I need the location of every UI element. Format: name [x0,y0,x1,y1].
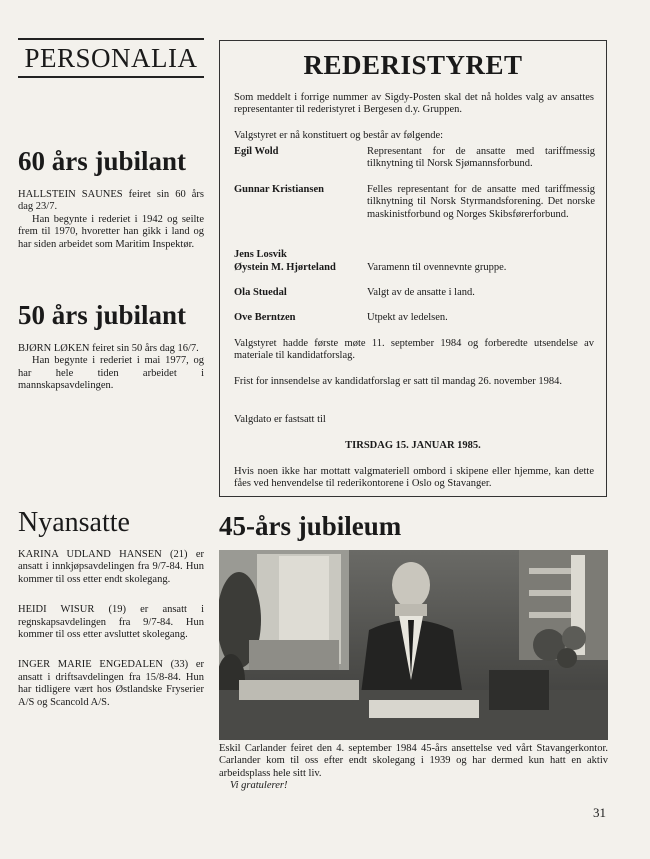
rederistyret-meeting: Valgstyret hadde første møte 11. september 1984 og forberedte utsendelse av materiale til kandidatforslag. [234,338,594,362]
nyansatte-title: Nyansatte [18,507,130,538]
jubilant-50-section [18,300,204,393]
jubilant-60-title: 60 års jubilant [18,146,187,176]
nyansatt-heidi: HEIDI WISUR (19) er ansatt i regnskapsavdelingen fra 9/7-84. Hun kommer til oss etter avsluttet skolegang. [18,604,204,641]
rederistyret-constituted: Valgstyret er nå konstituert og består av følgende: [234,130,444,141]
member-name: Ola Stuedal [234,287,287,298]
member-name: Gunnar Kristiansen [234,184,324,195]
rederistyret-election-intro: Valgdato er fastsatt til [234,414,326,425]
member-name: Egil Wold [234,146,279,157]
member-role: Varamenn til ovennevnte gruppe. [367,262,507,273]
jubilant-60-text-2: Han begynte i rederiet i 1942 og seilte frem til 1970, hvoretter han gikk i land og har siden arbeidet som Maritim Inspektør. [18,213,204,250]
jubilant-50-title: 50 års jubilant [18,300,187,330]
page-number: 31 [593,805,606,820]
jubileum-title: 45-års jubileum [219,511,402,541]
nyansatt-inger: INGER MARIE ENGEDALEN (33) er ansatt i driftsavdelingen fra 15/8-84. Hun har tidligere vært hos Østlandske Fryserier A/S og Scancold A/S. [18,659,204,708]
jubilant-50-text-2: Han begynte i rederiet i mai 1977, og har hele tiden arbeidet i mannskapsavdelingen. [18,355,204,392]
office-portrait-image [219,550,608,740]
member-role: Valgt av de ansatte i land. [367,287,475,298]
jubilant-60-section [18,146,204,251]
member-role: Felles representant for de ansatte med tariffmessig tilknytning til Norsk Styrmandsforening. Det norske maskinistforbund og Norges Skibsførerforbund. [367,184,595,220]
nyansatt-karina: KARINA UDLAND HANSEN (21) er ansatt i innkjøpsavdelingen fra 9/7-84. Hun kommer til oss etter endt skolegang. [18,549,204,585]
jubilee-photo [219,550,608,740]
jubileum-congrats: Vi gratulerer! [230,780,288,791]
rederistyret-deadline: Frist for innsendelse av kandidatforslag er satt til mandag 26. november 1984. [234,376,563,387]
member-role: Representant for de ansatte med tariffmessig tilknytning til Norsk Sjømannsforbund. [367,146,595,170]
member-name: Øystein M. Hjørteland [234,262,336,273]
rederistyret-title: REDERISTYRET [303,50,523,80]
personalia-heading: PERSONALIA [18,38,204,78]
nyansatte-section [18,507,204,709]
member-name: Jens Losvik [234,249,287,260]
member-name: Ove Berntzen [234,312,296,323]
jubilant-50-text-1: BJØRN LØKEN feiret sin 50 års dag 16/7. [18,343,199,354]
rederistyret-election-date: TIRSDAG 15. JANUAR 1985. [345,440,481,451]
jubilant-60-text-1: HALLSTEIN SAUNES feiret sin 60 års dag 23/7. [18,189,204,213]
rederistyret-closing: Hvis noen ikke har mottatt valgmateriell ombord i skipene eller hjemme, kan dette fåes ved henvendelse til rederikontorene i Oslo og Stavanger. [234,466,594,490]
member-role: Utpekt av ledelsen. [367,312,448,323]
rederistyret-intro: Som meddelt i forrige nummer av Sigdy-Posten skal det nå holdes valg av ansattes representanter til rederistyret i Bergesen d.y. Gruppen. [234,92,594,116]
jubileum-caption: Eskil Carlander feiret den 4. september 1984 45-års ansettelse ved vårt Stavangerkontor. Carlander kom til oss efter endt skolegang i 1939 og har dermed kun hatt en aktiv arbeidsplass hele sitt liv. [219,743,608,779]
